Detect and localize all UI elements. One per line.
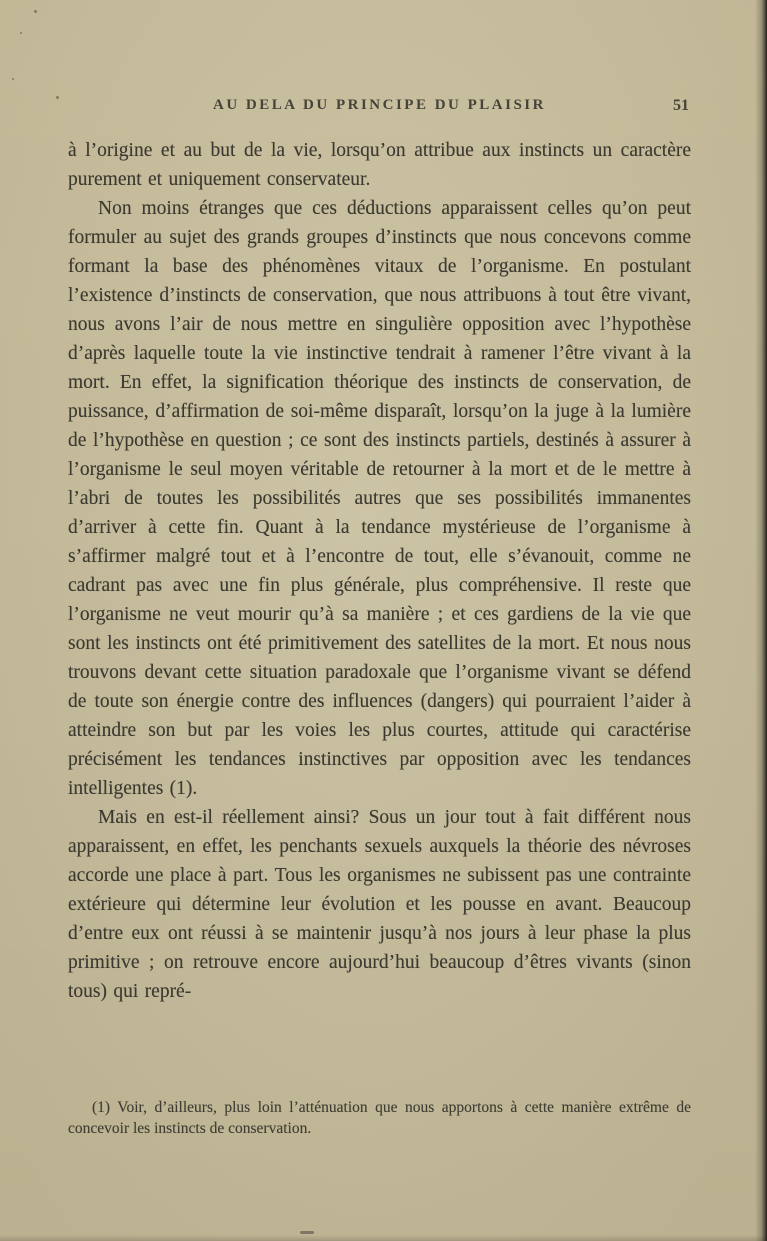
scan-artifact	[56, 96, 59, 99]
page-number: 51	[673, 97, 689, 114]
scan-artifact	[300, 1231, 314, 1234]
scan-artifact	[34, 10, 37, 13]
scan-edge-right	[755, 0, 767, 1241]
scan-artifact	[20, 32, 22, 34]
running-title: AU DELA DU PRINCIPE DU PLAISIR	[213, 97, 546, 113]
body-text	[68, 136, 691, 1006]
running-header	[68, 97, 691, 119]
paragraph: Mais en est-il réellement ainsi? Sous un jour tout à fait différent nous apparaissent, en effet, les penchants sexuels auxquels la théorie des névroses accorde une place à part. Tous les organismes ne subissent pas une contrainte extérieure qui détermine leur évolution et les pousse en avant. Beaucoup d’entre eux ont réussi à se maintenir jusqu’à nos jours à leur phase la plus primitive ; on retrouve encore aujourd’hui beaucoup d’êtres vivants (sinon tous) qui repré-	[68, 807, 691, 1002]
scan-edge-bottom	[0, 1235, 767, 1241]
scan-artifact	[12, 78, 14, 80]
paragraph-continuation: à l’origine et au but de la vie, lorsqu’on attribue aux instincts un caractère purement et uniquement conservateur.	[68, 140, 691, 190]
footnote: (1) Voir, d’ailleurs, plus loin l’atténuation que nous apportons à cette manière extrême de concevoir les instincts de conservation.	[68, 1099, 691, 1137]
paragraph: Non moins étranges que ces déductions apparaissent celles qu’on peut formuler au sujet des grands groupes d’instincts que nous concevons comme formant la base des phénomènes vitaux de l’organisme. En postulant l’existence d’instincts de conservation, que nous attribuons à tout être vivant, nous avons l’air de nous mettre en singulière opposition avec l’hypothèse d’après laquelle toute la vie instinctive tendrait à ramener l’être vivant à la mort. En effet, la signification théorique des instincts de conservation, de puissance, d’affirmation de soi-même disparaît, lorsqu’on la juge à la lumière de l’hypothèse en question ; ce sont des instincts partiels, destinés à assurer à l’organisme le seul moyen véritable de retourner à la mort et de le mettre à l’abri de toutes les possibilités autres que ses possibilités immanentes d’arriver à cette fin. Quant à la tendance mystérieuse de l’organisme à s’affirmer malgré tout et à l’encontre de tout, elle s’évanouit, comme ne cadrant pas avec une fin plus générale, plus compréhensive. Il reste que l’organisme ne veut mourir qu’à sa manière ; et ces gardiens de la vie que sont les instincts ont été primitivement des satellites de la mort. Et nous nous trouvons devant cette situation paradoxale que l’organisme vivant se défend de toute son énergie contre des influences (dangers) qui pourraient l’aider à atteindre son but par les voies les plus courtes, attitude qui caractérise précisément les tendances instinctives par opposition avec les tendances intelligentes (1).	[68, 198, 691, 799]
